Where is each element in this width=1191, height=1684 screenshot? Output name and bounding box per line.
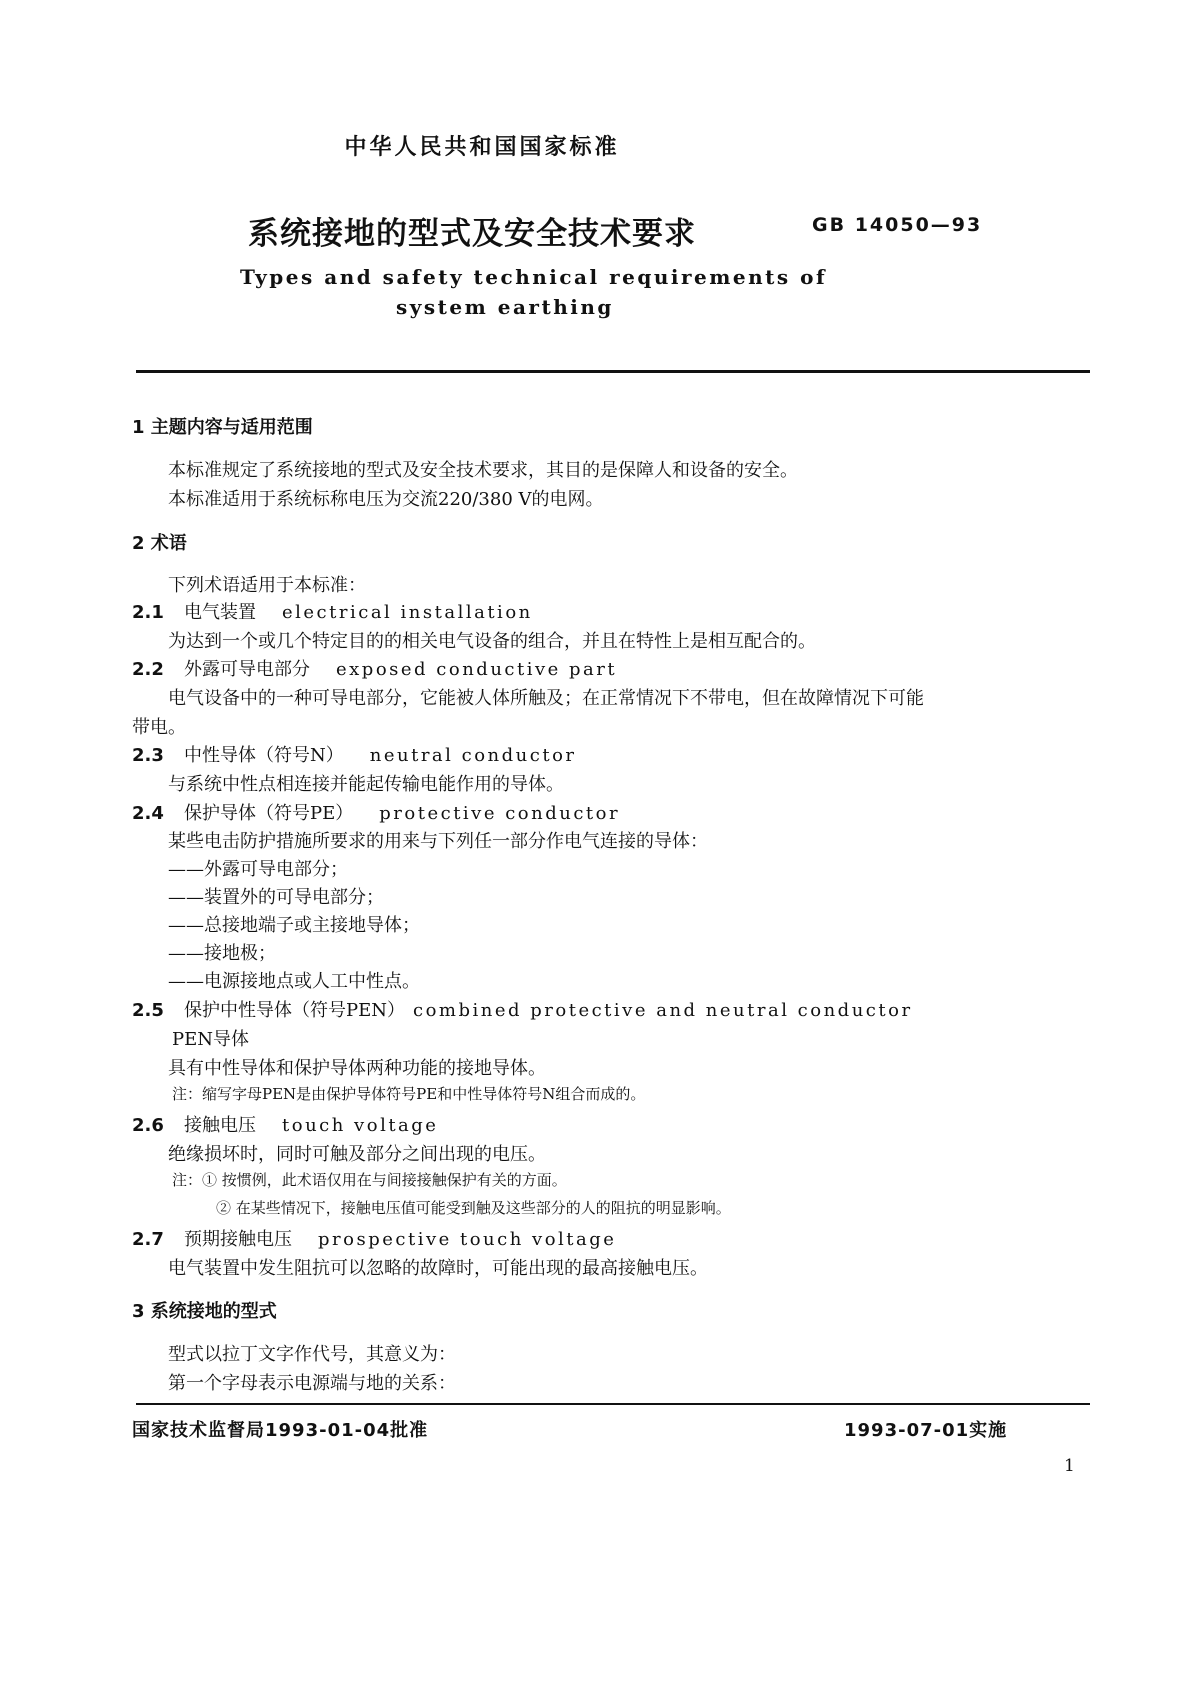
english-title-line2: system earthing	[396, 295, 614, 319]
term-2-5-note: 注：缩写字母PEN是由保护导体符号PE和中性导体符号N组合而成的。	[172, 1085, 646, 1103]
approval-date: 国家技术监督局1993-01-04批准	[132, 1420, 429, 1441]
list-item: ——外露可导电部分；	[168, 859, 348, 880]
term-2-6	[132, 1111, 438, 1137]
term-2-5-definition: 具有中性导体和保护导体两种功能的接地导体。	[168, 1058, 546, 1079]
term-2-3-definition: 与系统中性点相连接并能起传输电能作用的导体。	[168, 774, 564, 795]
term-en: touch voltage	[282, 1115, 439, 1136]
term-en: neutral conductor	[369, 745, 577, 766]
term-cn: 电气装置	[184, 602, 256, 623]
term-2-1-definition: 为达到一个或几个特定目的的相关电气设备的组合，并且在特性上是相互配合的。	[168, 631, 816, 652]
term-2-6-note-2: ② 在某些情况下，接触电压值可能受到触及这些部分的人的阻抗的明显影响。	[216, 1199, 731, 1217]
term-2-5	[132, 996, 913, 1022]
section-2-intro: 下列术语适用于本标准：	[168, 575, 366, 596]
term-2-5-alias: PEN导体	[172, 1029, 250, 1050]
term-number: 2.7	[132, 1229, 164, 1250]
term-en: protective conductor	[379, 803, 621, 824]
term-cn: 接触电压	[184, 1115, 256, 1136]
list-item: ——装置外的可导电部分；	[168, 887, 384, 908]
term-cn: 保护导体（符号PE）	[184, 803, 354, 824]
term-2-2	[132, 655, 617, 681]
term-en: exposed conductive part	[336, 659, 618, 680]
term-2-4-definition: 某些电击防护措施所要求的用来与下列任一部分作电气连接的导体：	[168, 831, 708, 852]
section-1-paragraph-1: 本标准规定了系统接地的型式及安全技术要求，其目的是保障人和设备的安全。	[168, 460, 798, 481]
page-title: 系统接地的型式及安全技术要求	[248, 216, 696, 252]
list-item: ——电源接地点或人工中性点。	[168, 971, 420, 992]
term-en: combined protective and neutral conductor	[413, 1000, 913, 1021]
list-item: ——总接地端子或主接地导体；	[168, 915, 420, 936]
term-2-6-note-1: 注：① 按惯例，此术语仅用在与间接接触保护有关的方面。	[172, 1171, 567, 1189]
section-1-paragraph-2: 本标准适用于系统标称电压为交流220/380 V的电网。	[168, 489, 604, 510]
standard-number: GB 14050—93	[812, 214, 983, 236]
term-2-7	[132, 1225, 616, 1251]
term-2-2-definition-2: 带电。	[132, 717, 186, 738]
term-number: 2.4	[132, 803, 164, 824]
section-2-heading: 2 术语	[132, 533, 187, 554]
section-3-paragraph-2: 第一个字母表示电源端与地的关系：	[168, 1373, 456, 1394]
term-2-6-definition: 绝缘损坏时，同时可触及部分之间出现的电压。	[168, 1144, 546, 1165]
term-cn: 中性导体（符号N）	[184, 745, 344, 766]
term-2-4	[132, 799, 620, 825]
section-3-heading: 3 系统接地的型式	[132, 1301, 277, 1322]
footer-divider	[136, 1403, 1090, 1405]
term-number: 2.2	[132, 659, 164, 680]
page-number: 1	[1064, 1456, 1075, 1476]
term-en: electrical installation	[282, 602, 533, 623]
term-cn: 保护中性导体（符号PEN）	[184, 1000, 405, 1021]
list-item: ——接地极；	[168, 943, 276, 964]
term-2-2-definition-1: 电气设备中的一种可导电部分，它能被人体所触及；在正常情况下不带电，但在故障情况下可能	[168, 688, 924, 709]
header-divider	[136, 370, 1090, 373]
term-cn: 预期接触电压	[184, 1229, 292, 1250]
national-standard-label: 中华人民共和国国家标准	[344, 135, 620, 160]
english-title-line1: Types and safety technical requirements of	[240, 265, 828, 289]
term-2-3	[132, 741, 577, 767]
section-3-paragraph-1: 型式以拉丁文字作代号，其意义为：	[168, 1344, 456, 1365]
term-2-1	[132, 598, 533, 624]
term-cn: 外露可导电部分	[184, 659, 310, 680]
term-2-7-definition: 电气装置中发生阻抗可以忽略的故障时，可能出现的最高接触电压。	[168, 1258, 708, 1279]
term-en: prospective touch voltage	[318, 1229, 617, 1250]
section-1-heading: 1 主题内容与适用范围	[132, 417, 313, 438]
term-number: 2.6	[132, 1115, 164, 1136]
term-number: 2.5	[132, 1000, 164, 1021]
effective-date: 1993-07-01实施	[844, 1420, 1008, 1441]
term-number: 2.1	[132, 602, 164, 623]
term-number: 2.3	[132, 745, 164, 766]
